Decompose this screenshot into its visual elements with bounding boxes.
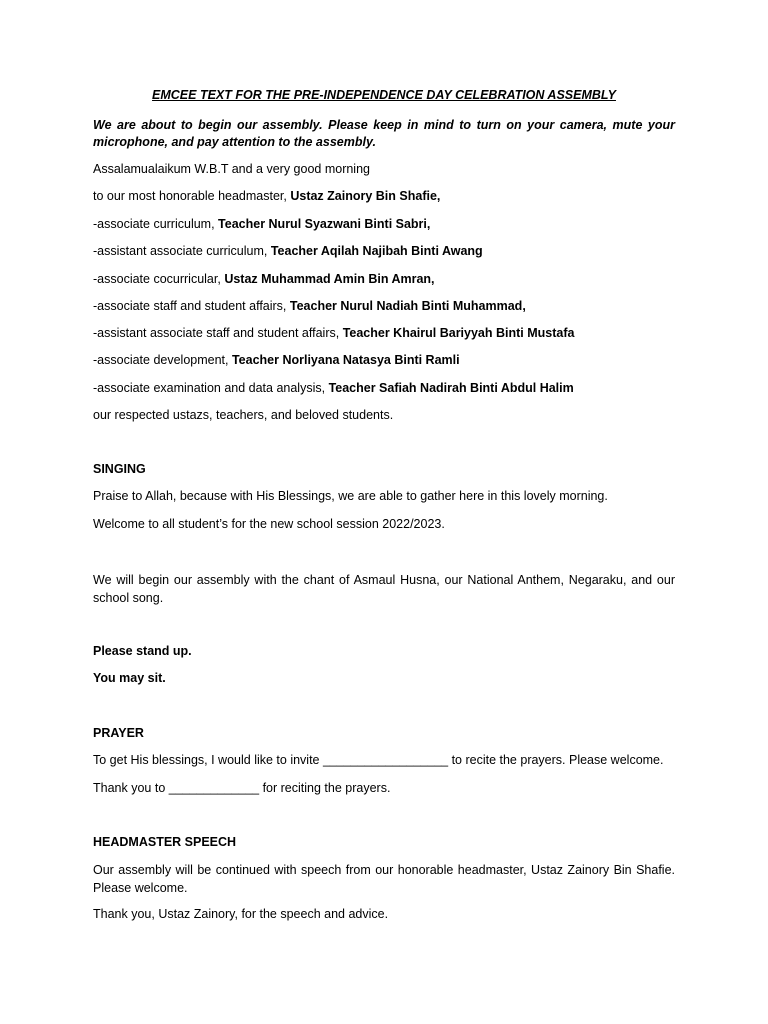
- prayer-line-2: Thank you to _____________ for reciting the prayers.: [93, 781, 391, 795]
- greeting-line-prefix: -assistant associate staff and student affairs,: [93, 326, 343, 340]
- greeting-line-prefix: -assistant associate curriculum,: [93, 244, 271, 258]
- greeting-line-name: Teacher Safiah Nadirah Binti Abdul Halim: [328, 381, 574, 395]
- greeting-line: [93, 325, 675, 342]
- greeting-line: [93, 352, 675, 369]
- stand-instruction: Please stand up.: [93, 644, 192, 658]
- intro-paragraph: We are about to begin our assembly. Please keep in mind to turn on your camera, mute your microphone, and pay attention to the assembly.: [93, 118, 675, 149]
- greeting-line: [93, 271, 675, 288]
- headmaster-speech-paragraph: Our assembly will be continued with speech from our honorable headmaster, Ustaz Zainory Bin Shafie. Please welcome.: [93, 863, 675, 895]
- section-heading-singing: SINGING: [93, 462, 146, 476]
- singing-paragraph: We will begin our assembly with the chant of Asmaul Husna, our National Anthem, Negaraku, and our school song.: [93, 573, 675, 605]
- greeting-line-prefix: -associate development,: [93, 353, 232, 367]
- greeting-line-prefix: -associate staff and student affairs,: [93, 299, 290, 313]
- section-heading-headmaster-speech: HEADMASTER SPEECH: [93, 835, 237, 849]
- greeting-line-name: Teacher Aqilah Najibah Binti Awang: [270, 244, 483, 258]
- greeting-line-name: Teacher Norliyana Natasya Binti Ramli: [231, 353, 460, 367]
- headmaster-speech-thanks: Thank you, Ustaz Zainory, for the speech and advice.: [93, 907, 389, 921]
- greeting-line: [93, 298, 675, 315]
- greeting-line: [93, 380, 675, 397]
- greeting-line-prefix: -associate cocurricular,: [93, 272, 225, 286]
- document-title: EMCEE TEXT FOR THE PRE-INDEPENDENCE DAY CELEBRATION ASSEMBLY: [152, 88, 616, 102]
- section-heading-prayer: PRAYER: [93, 726, 144, 740]
- greeting-line-name: Ustaz Muhammad Amin Bin Amran,: [224, 272, 435, 286]
- singing-line-1: Praise to Allah, because with His Blessings, we are able to gather here in this lovely morning.: [93, 489, 608, 503]
- greeting-line-name: Teacher Khairul Bariyyah Binti Mustafa: [342, 326, 575, 340]
- prayer-line-1: To get His blessings, I would like to invite __________________ to recite the prayers. Please welcome.: [93, 753, 664, 767]
- greeting-line-prefix: -associate curriculum,: [93, 217, 219, 231]
- greeting-opening: Assalamualaikum W.B.T and a very good morning: [93, 162, 370, 176]
- sit-instruction: You may sit.: [93, 671, 166, 685]
- greeting-line-name: Teacher Nurul Nadiah Binti Muhammad,: [289, 299, 526, 313]
- greeting-line: [93, 243, 675, 260]
- greeting-line-name: Teacher Nurul Syazwani Binti Sabri,: [218, 217, 431, 231]
- greeting-line: [93, 216, 675, 233]
- greeting-headmaster: [93, 188, 675, 205]
- singing-line-2: Welcome to all student’s for the new school session 2022/2023.: [93, 517, 445, 531]
- greeting-headmaster-name: Ustaz Zainory Bin Shafie,: [290, 189, 441, 203]
- greeting-line-prefix: -associate examination and data analysis,: [93, 381, 329, 395]
- greeting-headmaster-prefix: to our most honorable headmaster,: [93, 189, 291, 203]
- greeting-closing: our respected ustazs, teachers, and beloved students.: [93, 408, 394, 422]
